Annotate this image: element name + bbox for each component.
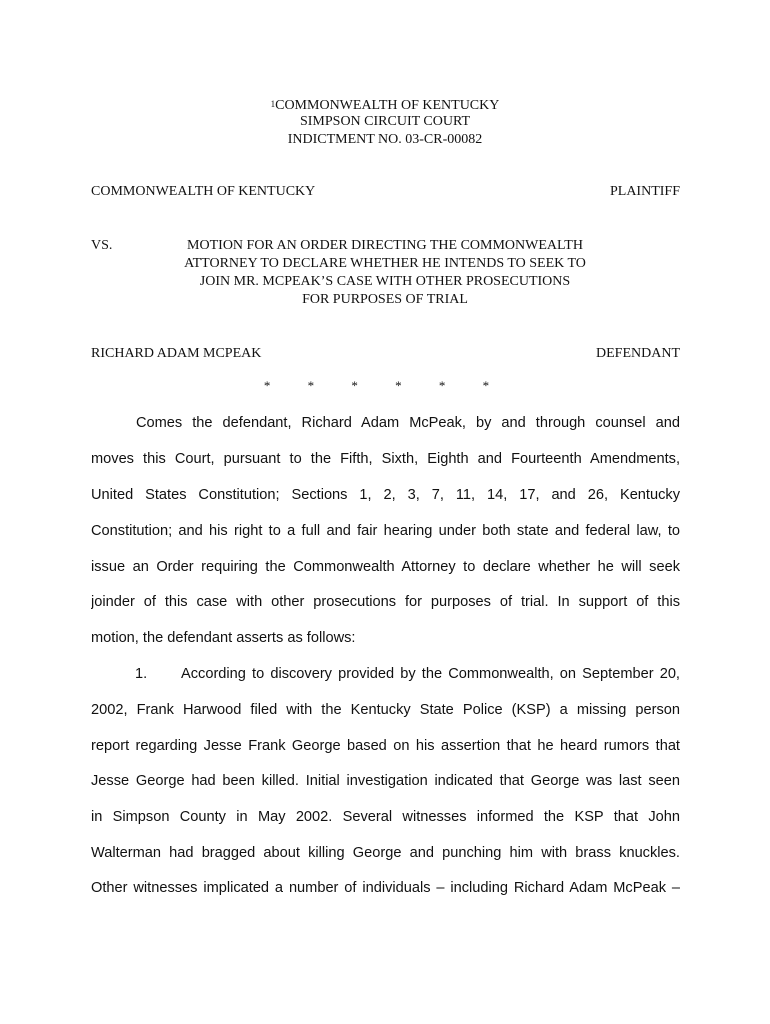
body-line: moves this Court, pursuant to the Fifth, Sixth, Eighth and Fourteenth Amendments, [91, 451, 680, 467]
body-line: Other witnesses implicated a number of individuals – including Richard Adam McPeak – [91, 880, 680, 896]
plaintiff-name: COMMONWEALTH OF KENTUCKY [91, 184, 316, 199]
body-line: in Simpson County in May 2002. Several witnesses informed the KSP that John [91, 809, 680, 825]
motion-title [140, 237, 630, 309]
body-line: Jesse George had been killed. Initial investigation indicated that George was last seen [91, 773, 680, 789]
body-line: United States Constitution; Sections 1, 2, 3, 7, 11, 14, 17, and 26, Kentucky [91, 487, 680, 503]
body-line: Constitution; and his right to a full and fair hearing under both state and federal law, to [91, 523, 680, 539]
body-line: Walterman had bragged about killing George and punching him with brass knuckles. [91, 845, 680, 861]
section-separator: * * * * * * [263, 378, 507, 393]
caption-line-3: INDICTMENT NO. 03-CR-00082 [287, 132, 483, 147]
body-line: motion, the defendant asserts as follows: [91, 630, 356, 646]
motion-title-line: MOTION FOR AN ORDER DIRECTING THE COMMONWEALTH [187, 238, 583, 253]
plaintiff-row [91, 183, 680, 201]
versus-label: VS. [91, 238, 113, 253]
caption-line-1: $^1$COMMONWEALTH OF KENTUCKY [270, 98, 500, 113]
motion-title-line: FOR PURPOSES OF TRIAL [302, 292, 468, 307]
body-line: report regarding Jesse Frank George based on his assertion that he heard rumors that [91, 738, 680, 754]
motion-title-line: ATTORNEY TO DECLARE WHETHER HE INTENDS TO SEEK TO [184, 256, 586, 271]
defendant-role: DEFENDANT [596, 346, 680, 361]
footnote-mark: 1 [270, 99, 276, 109]
paragraph-number: 1. [135, 666, 148, 682]
body-line: 2002, Frank Harwood filed with the Kentucky State Police (KSP) a missing person [91, 702, 680, 718]
body-line: Comes the defendant, Richard Adam McPeak, by and through counsel and [136, 415, 680, 431]
body-line: joinder of this case with other prosecutions for purposes of trial. In support of this [91, 594, 680, 610]
body-line: According to discovery provided by the Commonwealth, on September 20, [181, 666, 680, 682]
caption-line-2: SIMPSON CIRCUIT COURT [299, 114, 471, 129]
defendant-row [91, 345, 680, 363]
motion-title-line: JOIN MR. MCPEAK’S CASE WITH OTHER PROSECUTIONS [199, 274, 571, 289]
defendant-name: RICHARD ADAM MCPEAK [91, 346, 262, 361]
body-line: issue an Order requiring the Commonwealth Attorney to declare whether he will seek [91, 559, 680, 575]
plaintiff-role: PLAINTIFF [609, 184, 680, 199]
court-caption [0, 95, 770, 149]
